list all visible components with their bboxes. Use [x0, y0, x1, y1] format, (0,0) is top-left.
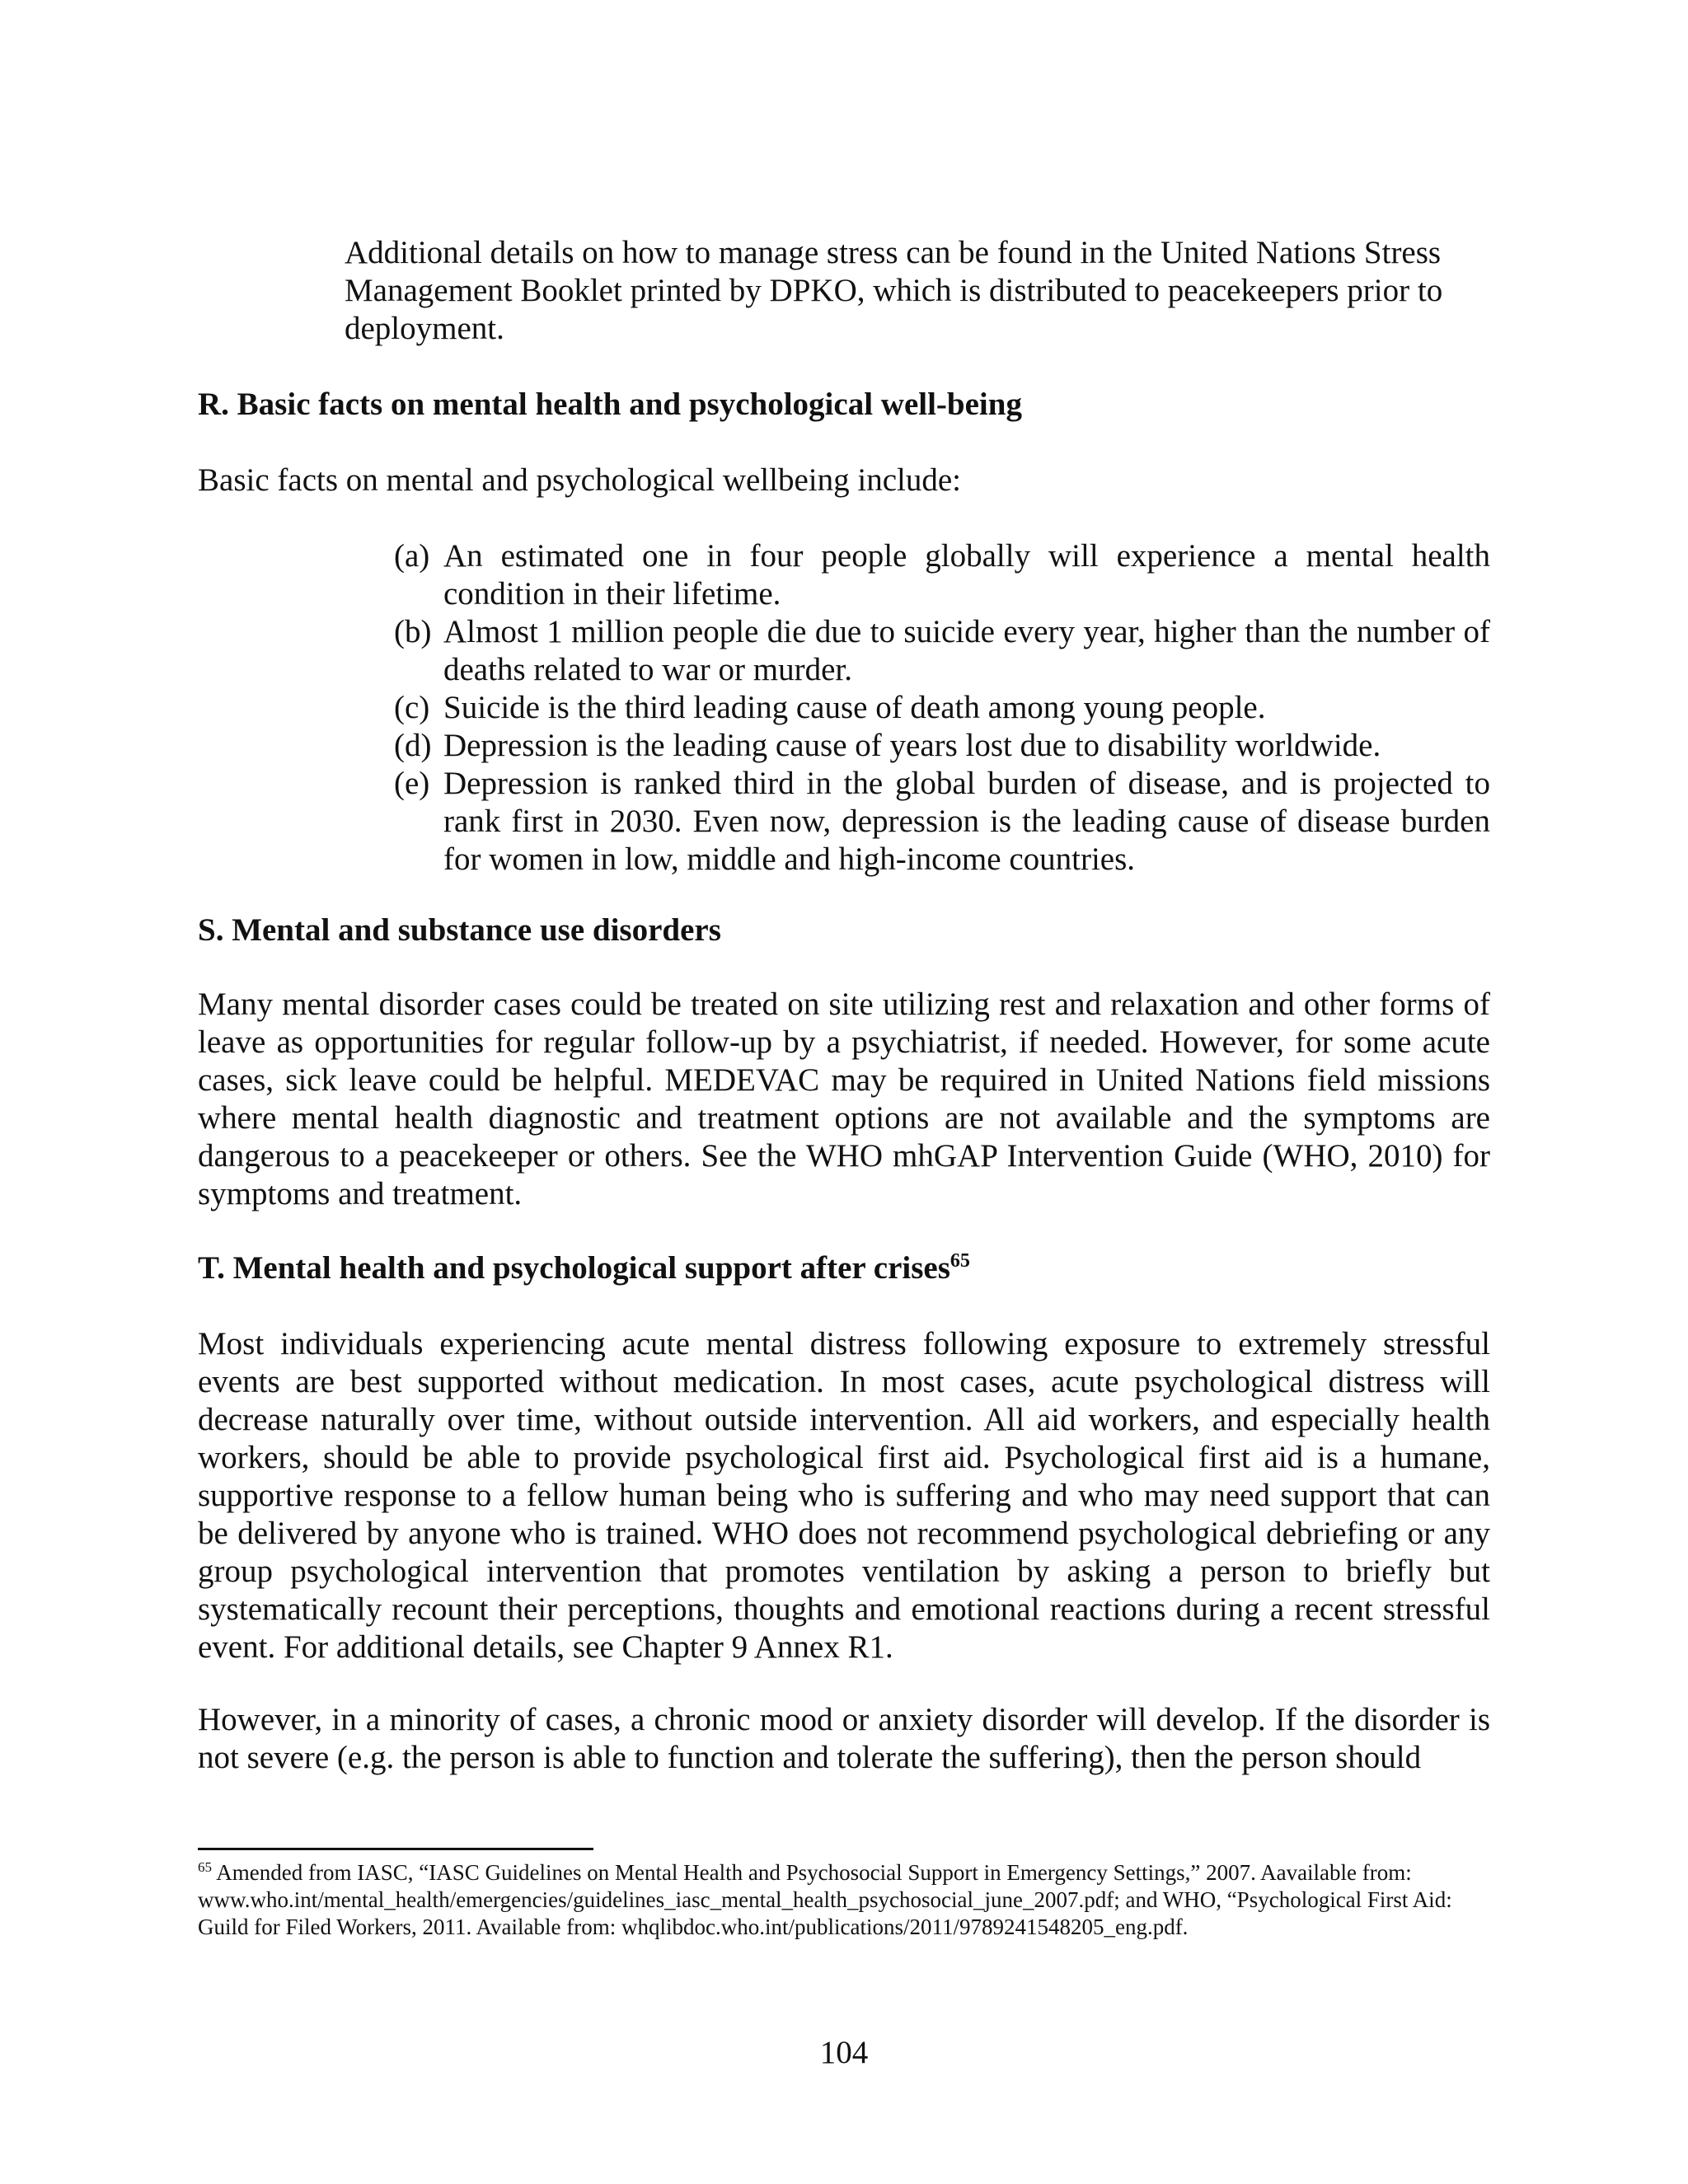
facts-list	[394, 537, 1490, 879]
footnote-divider	[198, 1848, 593, 1850]
intro-paragraph: Additional details on how to manage stress can be found in the United Nations Stress Management Booklet printed by DPKO, which is distributed to peacekeepers prior to deployment.	[345, 235, 1443, 346]
list-marker: (a)	[394, 538, 430, 574]
list-item-text: Almost 1 million people die due to suicide every year, higher than the number of deaths related to war or murder.	[443, 614, 1490, 687]
section-s-heading: S. Mental and substance use disorders	[198, 912, 721, 948]
section-t-heading	[198, 1249, 1490, 1287]
list-item	[394, 689, 1490, 727]
section-t-heading-text: T. Mental health and psychological support after crises	[198, 1250, 950, 1286]
list-item-text: Depression is ranked third in the global burden of disease, and is projected to rank first in 2030. Even now, depression is the leading cause of disease burden for women in low, middle and high-income countries.	[443, 766, 1490, 877]
list-item	[394, 613, 1490, 689]
list-item-text: An estimated one in four people globally will experience a mental health condition in their lifetime.	[443, 538, 1490, 612]
section-s-paragraph: Many mental disorder cases could be treated on site utilizing rest and relaxation and other forms of leave as opportunities for regular follow-up by a psychiatrist, if needed. However, for some acute cases, sick leave could be helpful. MEDEVAC may be required in United Nations field missions where mental health diagnostic and treatment options are not available and the symptoms are dangerous to a peacekeeper or others. See the WHO mhGAP Intervention Guide (WHO, 2010) for symptoms and treatment.	[198, 987, 1490, 1212]
list-item-text: Depression is the leading cause of years lost due to disability worldwide.	[443, 728, 1381, 763]
page-number: 104	[819, 2035, 869, 2070]
list-item	[394, 537, 1490, 613]
section-r-lead: Basic facts on mental and psychological wellbeing include:	[198, 462, 961, 498]
footnote-text: Amended from IASC, “IASC Guidelines on Mental Health and Psychosocial Support in Emergency Settings,” 2007. Aavailable from: www.who.int/mental_health/emergencies/guidelines_iasc_mental_health_psychosocial_june_2007.pdf; and WHO, “Psychological First Aid: Guild for Filed Workers, 2011. Available from: whqlibdoc.who.int/publications/2011/9789241548205_eng.pdf.	[198, 1860, 1452, 1939]
list-item	[394, 727, 1490, 765]
list-item-text: Suicide is the third leading cause of death among young people.	[443, 690, 1266, 725]
section-t-paragraph-1: Most individuals experiencing acute mental distress following exposure to extremely stressful events are best supported without medication. In most cases, acute psychological distress will decrease naturally over time, without outside intervention. All aid workers, and especially health workers, should be able to provide psychological first aid. Psychological first aid is a humane, supportive response to a fellow human being who is suffering and who may need support that can be delivered by anyone who is trained. WHO does not recommend psychological debriefing or any group psychological intervention that promotes ventilation by asking a person to briefly but systematically recount their perceptions, thoughts and emotional reactions during a recent stressful event. For additional details, see Chapter 9 Annex R1.	[198, 1326, 1490, 1665]
footnote	[198, 1859, 1490, 1941]
list-item	[394, 765, 1490, 879]
list-marker: (e)	[394, 766, 430, 801]
list-marker: (c)	[394, 690, 430, 725]
footnote-number: 65	[198, 1859, 212, 1875]
section-t-paragraph-2: However, in a minority of cases, a chronic mood or anxiety disorder will develop. If the disorder is not severe (e.g. the person is able to function and tolerate the suffering), then the person should	[198, 1702, 1490, 1775]
list-marker: (d)	[394, 728, 432, 763]
footnote-reference: 65	[950, 1250, 970, 1272]
section-r-heading: R. Basic facts on mental health and psychological well-being	[198, 387, 1022, 422]
list-marker: (b)	[394, 614, 432, 649]
